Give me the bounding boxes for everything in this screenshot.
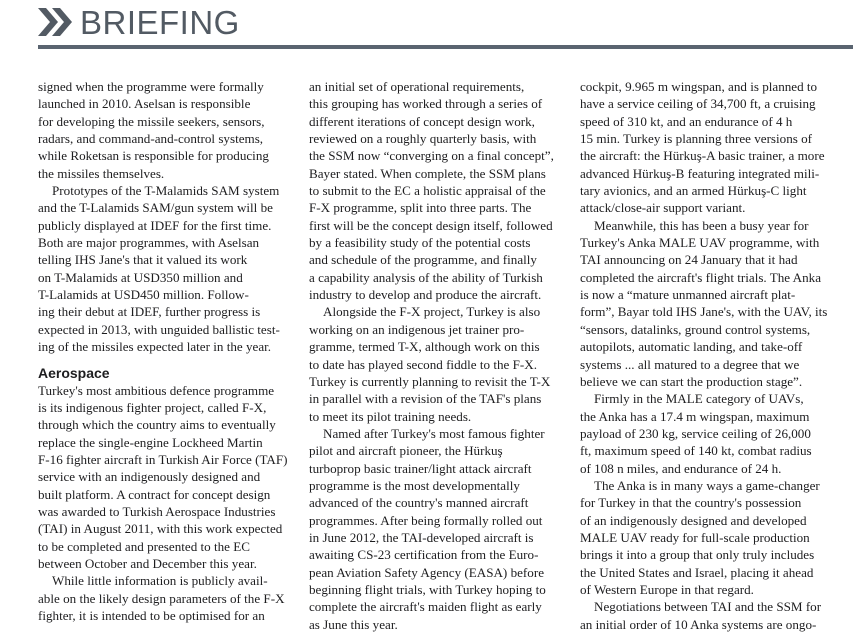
text-line: signed when the programme were formally	[38, 79, 264, 94]
text-line: turboprop basic trainer/light attack aircraft	[309, 460, 532, 476]
article-paragraph	[38, 572, 295, 624]
text-line: TAI announcing on 24 January that it had	[580, 252, 798, 268]
text-line: for developing the missile seekers, sensors,	[38, 113, 265, 129]
text-line: expected in 2013, with unguided ballistic test-	[38, 321, 280, 337]
text-line: between October and December this year.	[38, 555, 257, 571]
text-line: “sensors, datalinks, ground control systems,	[580, 321, 811, 337]
header-rule	[38, 45, 853, 49]
text-line: is now a “mature unmanned aircraft plat-	[580, 287, 796, 303]
text-line: to meet its pilot training needs.	[309, 408, 472, 424]
text-line: beginning flight trials, with Turkey hoping to	[309, 581, 546, 597]
text-line: T-Lalamids at USD450 million. Follow-	[38, 287, 249, 303]
text-line: completed the aircraft's flight trials. The Anka	[580, 269, 821, 285]
text-line: an initial set of operational requirements,	[309, 79, 525, 94]
article-paragraph	[580, 390, 837, 477]
text-line: the missiles themselves.	[38, 165, 165, 181]
text-line: through which the country aims to eventually	[38, 417, 276, 433]
text-line: MALE UAV ready for full-scale production	[580, 529, 810, 545]
text-line: the aircraft: the Hürkuş-A basic trainer, a more	[580, 148, 825, 164]
text-line: Prototypes of the T-Malamids SAM system	[52, 183, 280, 199]
section-heading: Aerospace	[38, 364, 110, 381]
article-paragraph	[38, 78, 295, 182]
text-line: different iterations of concept design work,	[309, 113, 535, 129]
text-line: have a service ceiling of 34,700 ft, a cruising	[580, 96, 816, 112]
text-line: pean Aviation Safety Agency (EASA) before	[309, 564, 545, 580]
text-line: in June 2012, the TAI-developed aircraft is	[309, 529, 534, 545]
text-line: to date has played second fiddle to the F-X.	[309, 356, 537, 372]
text-line: a capability analysis of the ability of Turkish	[309, 269, 543, 285]
article-paragraph	[38, 382, 295, 573]
text-line: The Anka is in many ways a game-changer	[594, 477, 820, 493]
text-line: cockpit, 9.965 m wingspan, and is planned to	[580, 79, 818, 94]
text-line: programmes. After being formally rolled out	[309, 512, 543, 528]
text-line: and the T-Lalamids SAM/gun system will be	[38, 200, 273, 216]
article-paragraph	[309, 303, 566, 424]
text-line: was awarded to Turkish Aerospace Industries	[38, 503, 276, 519]
text-line: brings it into a group that only truly includes	[580, 547, 815, 563]
text-line: attack/close-air support variant.	[580, 200, 746, 216]
text-line: payload of 230 kg, service ceiling of 26,000	[580, 425, 811, 441]
text-line: complete the aircraft's maiden flight as early	[309, 599, 542, 615]
text-line: of an indigenously designed and developed	[580, 512, 807, 528]
text-line: of Western Europe in that regard.	[580, 581, 754, 597]
text-line: telling IHS Jane's that it valued its work	[38, 252, 248, 268]
text-line: 15 min. Turkey is planning three versions of	[580, 131, 813, 147]
article-column-1	[38, 78, 295, 624]
text-line: first will be the concept design itself, followed	[309, 217, 553, 233]
text-line: while Roketsan is responsible for producing	[38, 148, 269, 164]
text-line: Both are major programmes, with Aselsan	[38, 235, 260, 251]
text-line: an initial order of 10 Anka systems are ongo-	[580, 616, 817, 632]
article-paragraph	[309, 425, 566, 633]
text-line: replace the single-engine Lockheed Martin	[38, 434, 263, 450]
text-line: working on an indigenous jet trainer pro-	[309, 321, 525, 337]
text-line: of 108 n miles, and endurance of 24 h.	[580, 460, 782, 476]
article-column-2	[309, 78, 566, 633]
text-line: is its indigenous fighter project, called F-X,	[38, 399, 267, 415]
text-line: ing of the missiles expected later in the year.	[38, 339, 272, 355]
article-paragraph	[580, 217, 837, 390]
text-line: Turkey's Anka MALE UAV programme, with	[580, 235, 820, 251]
article-paragraph	[580, 78, 837, 217]
text-line: to submit to the EC a holistic appraisal of the	[309, 183, 546, 199]
text-line: to be completed and presented to the EC	[38, 538, 250, 554]
text-line: the United States and Israel, placing it ahead	[580, 564, 814, 580]
text-line: reviewed on a roughly quarterly basis, with	[309, 131, 537, 147]
text-line: tary avionics, and an armed Hürkuş-C light	[580, 183, 807, 199]
text-line: form”, Bayar told IHS Jane's, with the UAV, its	[580, 304, 828, 320]
text-line: service with an indigenously designed and	[38, 469, 261, 485]
text-line: systems ... all matured to a degree that we	[580, 356, 800, 372]
text-line: Meanwhile, this has been a busy year for	[594, 217, 809, 233]
text-line: awaiting CS-23 certification from the Euro-	[309, 547, 539, 563]
text-line: Bayer stated. When complete, the SSM plans	[309, 165, 546, 181]
text-line: gramme, termed T-X, although work on this	[309, 339, 540, 355]
briefing-header	[0, 0, 853, 52]
article-paragraph	[38, 182, 295, 355]
text-line: the Anka has a 17.4 m wingspan, maximum	[580, 408, 810, 424]
text-line: F-16 fighter aircraft in Turkish Air Force (TAF)	[38, 451, 288, 467]
text-line: autopilots, automatic landing, and take-off	[580, 339, 803, 355]
text-line: F-X programme, split into three parts. The	[309, 200, 532, 216]
text-line: by a feasibility study of the potential costs	[309, 235, 531, 251]
text-line: and schedule of the programme, and finally	[309, 252, 537, 268]
text-line: Turkey is currently planning to revisit the T-X	[309, 373, 551, 389]
text-line: advanced Hürkuş-B featuring integrated mili-	[580, 165, 820, 181]
text-line: pilot and aircraft pioneer, the Hürkuş	[309, 443, 503, 459]
text-line: Firmly in the MALE category of UAVs,	[594, 391, 804, 407]
text-line: on T-Malamids at USD350 million and	[38, 269, 243, 285]
article-column-3	[580, 78, 837, 633]
section-title: BRIEFING	[80, 4, 240, 41]
text-line: as June this year.	[309, 616, 398, 632]
text-line: Negotiations between TAI and the SSM for	[594, 599, 822, 615]
text-line: radars, and command-and-control systems,	[38, 131, 264, 147]
text-line: in parallel with a revision of the TAF's plans	[309, 391, 542, 407]
text-line: launched in 2010. Aselsan is responsible	[38, 96, 251, 112]
text-line: Turkey's most ambitious defence programme	[38, 382, 275, 398]
text-line: advanced of the country's manned aircraft	[309, 495, 529, 511]
text-line: able on the likely design parameters of the F-X	[38, 590, 285, 606]
chevron-right-icon	[52, 8, 72, 36]
article-paragraph	[580, 477, 837, 598]
text-line: fighter, it is intended to be optimised for an	[38, 607, 265, 623]
text-line: ft, maximum speed of 140 kt, combat radius	[580, 443, 812, 459]
text-line: believe we can start the production stage”.	[580, 373, 803, 389]
text-line: (TAI) in August 2011, with this work expected	[38, 521, 283, 537]
text-line: Named after Turkey's most famous fighter	[323, 425, 545, 441]
text-line: programme is the most developmentally	[309, 477, 520, 493]
text-line: the SSM now “converging on a final concept”,	[309, 148, 554, 164]
text-line: speed of 310 kt, and an endurance of 4 h	[580, 113, 793, 129]
text-line: Alongside the F-X project, Turkey is also	[323, 304, 541, 320]
text-line: ing their debut at IDEF, further progress is	[38, 304, 261, 320]
text-line: While little information is publicly avail-	[52, 573, 268, 589]
text-line: this grouping has worked through a series of	[309, 96, 543, 112]
text-line: industry to develop and produce the aircraft.	[309, 287, 542, 303]
text-line: for Turkey in that the country's possession	[580, 495, 802, 511]
text-line: built platform. A contract for concept design	[38, 486, 271, 502]
article-paragraph	[580, 598, 837, 633]
text-line: publicly displayed at IDEF for the first time.	[38, 217, 272, 233]
article-paragraph	[309, 78, 566, 303]
